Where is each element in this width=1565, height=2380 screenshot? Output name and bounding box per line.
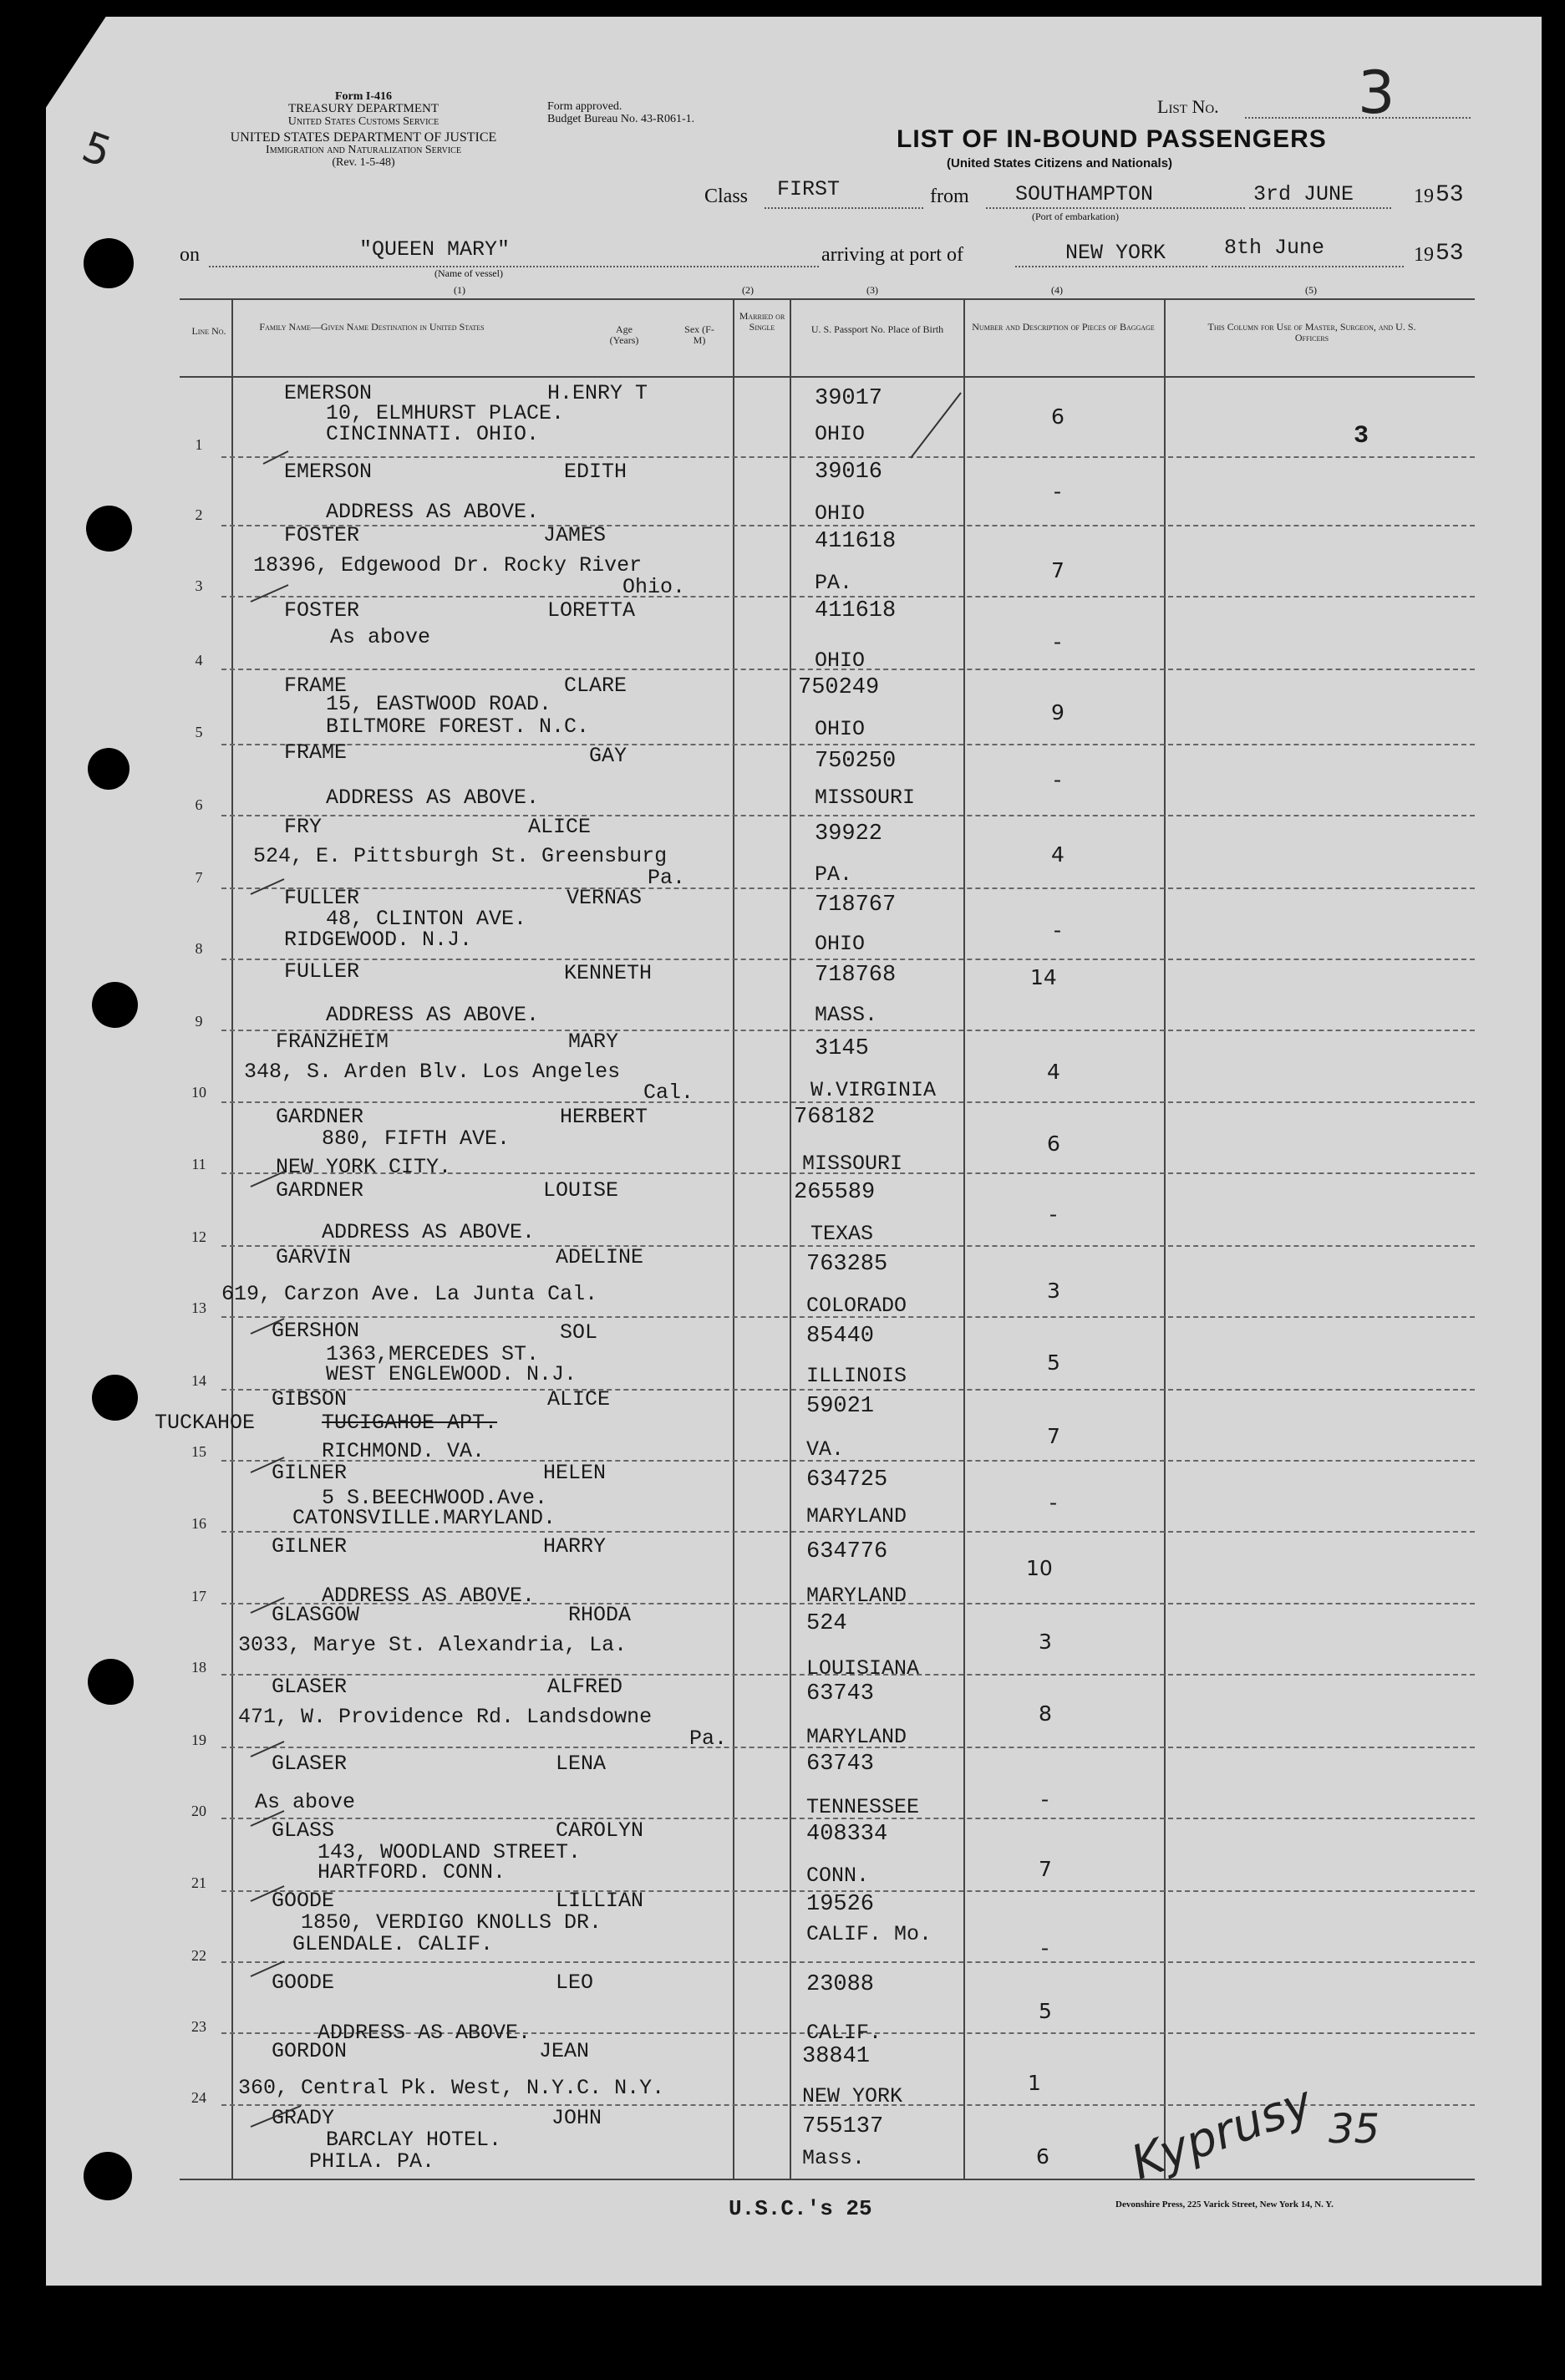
line-number: 15 — [191, 1443, 206, 1460]
address-line-1: 360, Central Pk. West, N.Y.C. N.Y. — [238, 2076, 665, 2100]
family-name: GARDNER — [276, 1178, 364, 1203]
family-name: FRY — [284, 815, 323, 839]
year-prefix-2: 19 — [1414, 244, 1434, 266]
line-number: 9 — [195, 1013, 203, 1030]
line-number: 10 — [191, 1084, 206, 1101]
row-separator — [221, 887, 1475, 889]
line-number: 17 — [191, 1588, 206, 1604]
line-number: 5 — [195, 724, 203, 740]
given-name: LILLIAN — [556, 1889, 644, 1913]
address-line-2: Pa. — [648, 866, 686, 890]
family-name: EMERSON — [284, 381, 373, 405]
passport-no: 39922 — [815, 821, 883, 847]
from-port: SOUTHAMPTON — [1015, 182, 1154, 206]
place-of-birth: OHIO — [815, 501, 866, 526]
given-name: KENNETH — [564, 961, 653, 985]
place-of-birth: TEXAS — [810, 1222, 874, 1246]
family-name: GERSHON — [272, 1319, 360, 1343]
given-name: LEO — [556, 1971, 594, 1995]
treasury-dept: TREASURY DEPARTMENT — [287, 102, 440, 115]
family-name: GLASS — [272, 1818, 335, 1843]
place-of-birth: CALIF. — [806, 2021, 882, 2045]
place-of-birth: CONN. — [806, 1864, 870, 1888]
form-title: LIST OF IN-BOUND PASSENGERS — [897, 125, 1327, 153]
given-name: RHODA — [568, 1603, 632, 1627]
table-top-border — [180, 298, 1475, 300]
passport-no: 38841 — [802, 2044, 871, 2069]
row-separator — [221, 959, 1475, 960]
place-of-birth: OHIO — [815, 932, 866, 956]
address-line-2: NEW YORK CITY. — [276, 1155, 452, 1179]
passport-no: 634725 — [806, 1467, 888, 1493]
baggage-count: - — [1047, 1203, 1060, 1228]
baggage-count: 5 — [1039, 1999, 1052, 2023]
punch-hole — [84, 238, 134, 288]
line-number: 2 — [195, 506, 203, 523]
given-name: ALFRED — [547, 1675, 623, 1699]
given-name: CLARE — [564, 674, 628, 698]
place-of-birth: CALIF. Mo. — [806, 1922, 932, 1946]
baggage-count: - — [1051, 919, 1065, 943]
class-label: Class — [704, 186, 749, 207]
passport-no: 411618 — [815, 598, 897, 623]
address-line-1: As above — [255, 1790, 356, 1814]
address-line-2: ADDRESS AS ABOVE. — [322, 1220, 536, 1244]
col-head-sex: Sex (F-M) — [684, 323, 714, 346]
col-num-5: (5) — [1305, 284, 1317, 296]
family-name: FRAME — [284, 674, 348, 698]
address-line-1: 5 S.BEECHWOOD.Ave. — [322, 1486, 548, 1510]
punch-hole — [88, 1659, 134, 1705]
revision: (Rev. 1-5-48) — [332, 156, 395, 169]
col-num-4: (4) — [1051, 284, 1063, 296]
customs-service: United States Customs Service — [287, 115, 440, 128]
form-subtitle: (United States Citizens and Nationals) — [947, 156, 1173, 170]
given-name: CAROLYN — [556, 1818, 644, 1843]
col-head-baggage: Number and Description of Pieces of Baggage — [972, 321, 1155, 333]
col-num-2: (2) — [742, 284, 754, 296]
row-separator — [221, 596, 1475, 598]
col-border-line-no — [231, 298, 233, 2179]
passport-no: 85440 — [806, 1324, 875, 1349]
given-name: HERBERT — [560, 1105, 648, 1129]
passport-no: 763285 — [806, 1252, 888, 1277]
family-name: GOODE — [272, 1889, 335, 1913]
arrival-date-line — [1212, 266, 1404, 267]
given-name: MARY — [568, 1030, 619, 1054]
arrival-port-line — [1015, 266, 1207, 267]
address-line-2: WEST ENGLEWOOD. N.J. — [326, 1362, 577, 1386]
family-name: FOSTER — [284, 598, 360, 623]
passport-no: 634776 — [806, 1539, 888, 1564]
given-name: JOHN — [551, 2106, 602, 2130]
baggage-count: 9 — [1051, 700, 1065, 725]
line-number: 8 — [195, 940, 203, 957]
table-header-border — [180, 376, 1475, 378]
line-number: 19 — [191, 1732, 206, 1748]
place-of-birth: TENNESSEE — [806, 1795, 920, 1819]
ins-service: Immigration and Naturalization Service — [266, 144, 461, 156]
family-name: GORDON — [272, 2039, 348, 2063]
family-name: FRAME — [284, 740, 348, 765]
address-line-2: ADDRESS AS ABOVE. — [326, 500, 540, 524]
passport-no: 408334 — [806, 1822, 888, 1847]
address-line-2: CINCINNATI. OHIO. — [326, 422, 540, 446]
passport-no: 63743 — [806, 1681, 875, 1706]
given-name: LORETTA — [547, 598, 636, 623]
baggage-count: 10 — [1026, 1556, 1053, 1580]
address-line-1: 18396, Edgewood Dr. Rocky River — [253, 553, 643, 577]
address-line-1: BARCLAY HOTEL. — [326, 2128, 502, 2152]
passport-no: 23088 — [806, 1972, 875, 1997]
punch-hole — [92, 1375, 138, 1421]
given-name: H.ENRY T — [547, 381, 648, 405]
usc-count: U.S.C.'s 25 — [729, 2196, 872, 2221]
baggage-count: 7 — [1051, 558, 1065, 582]
corner-mark: 5 — [76, 122, 118, 177]
passport-no: 718767 — [815, 892, 897, 918]
given-name: ALICE — [547, 1387, 611, 1411]
arrival-port: NEW YORK — [1065, 241, 1166, 265]
given-name: LOUISE — [543, 1178, 619, 1203]
given-name: JAMES — [543, 523, 607, 547]
row-separator — [221, 815, 1475, 816]
place-of-birth: MARYLAND — [806, 1504, 907, 1528]
address-line-1: 471, W. Providence Rd. Landsdowne — [238, 1705, 653, 1729]
baggage-count: 7 — [1047, 1424, 1060, 1448]
line-number: 16 — [191, 1515, 206, 1532]
address-line-2: ADDRESS AS ABOVE. — [326, 1003, 540, 1027]
arriving-label: arriving at port of — [821, 244, 963, 266]
address-line-1: TUCIGAHOE APT. — [322, 1411, 498, 1435]
address-line-1: 143, WOODLAND STREET. — [318, 1840, 582, 1864]
on-label: on — [180, 244, 200, 266]
col-border-passport — [963, 298, 965, 2179]
from-date-line — [1249, 207, 1391, 209]
from-label: from — [930, 186, 969, 207]
class-line — [765, 207, 923, 209]
line-number: 22 — [191, 1947, 206, 1964]
form-number: Form I-416 — [334, 90, 393, 103]
place-of-birth: Mass. — [802, 2146, 866, 2170]
baggage-count: - — [1051, 631, 1065, 655]
vessel-label: (Name of vessel) — [434, 267, 503, 279]
budget-bureau: Budget Bureau No. 43-R061-1. — [547, 113, 695, 125]
baggage-count: - — [1039, 1788, 1052, 1813]
place-of-birth: OHIO — [815, 717, 866, 741]
baggage-count: 7 — [1039, 1857, 1052, 1881]
line-number: 7 — [195, 869, 203, 886]
address-line-2: RIDGEWOOD. N.J. — [284, 928, 473, 952]
baggage-count: - — [1039, 1937, 1052, 1961]
line-number: 14 — [191, 1372, 206, 1389]
address-line-1: 619, Carzon Ave. La Junta Cal. — [221, 1282, 598, 1306]
table-bottom-border — [180, 2179, 1475, 2180]
justice-dept: UNITED STATES DEPARTMENT OF JUSTICE — [230, 130, 497, 145]
given-name: EDITH — [564, 460, 628, 484]
from-date: 3rd JUNE — [1253, 182, 1354, 206]
address-line-2: BILTMORE FOREST. N.C. — [326, 715, 590, 739]
baggage-count: 3 — [1039, 1630, 1052, 1654]
family-name: FULLER — [284, 959, 360, 984]
address-line-2: ADDRESS AS ABOVE. — [322, 1584, 536, 1608]
margin-correction: TUCKAHOE — [155, 1411, 256, 1435]
family-name: GIBSON — [272, 1387, 348, 1411]
passport-no: 755137 — [802, 2114, 884, 2139]
punch-hole — [92, 982, 138, 1028]
line-number: 12 — [191, 1228, 206, 1245]
place-of-birth: OHIO — [815, 648, 866, 673]
place-of-birth: PA. — [815, 571, 853, 595]
baggage-count: 4 — [1051, 842, 1065, 867]
place-of-birth: VA. — [806, 1437, 845, 1462]
line-number: 6 — [195, 796, 203, 813]
from-line — [986, 207, 1245, 209]
year-suffix-2: 53 — [1435, 241, 1464, 267]
col-border-married — [790, 298, 791, 2179]
baggage-count: - — [1051, 769, 1065, 793]
row-separator — [221, 456, 1475, 458]
family-name: GARDNER — [276, 1105, 364, 1129]
signature-numbers: 35 — [1329, 2106, 1380, 2153]
passport-no: 39017 — [815, 386, 883, 411]
address-line-2: RICHMOND. VA. — [322, 1439, 485, 1463]
passport-no: 39016 — [815, 460, 883, 485]
address-line-1: 15, EASTWOOD ROAD. — [326, 692, 552, 716]
place-of-birth: MISSOURI — [815, 786, 916, 810]
line-number: 11 — [191, 1156, 206, 1172]
baggage-count: 6 — [1051, 404, 1065, 429]
given-name: ALICE — [528, 815, 592, 839]
year-prefix-1: 19 — [1414, 186, 1434, 207]
place-of-birth: MARYLAND — [806, 1584, 907, 1608]
address-line-1: 1363,MERCEDES ST. — [326, 1342, 540, 1366]
place-of-birth: NEW YORK — [802, 2084, 903, 2108]
family-name: FOSTER — [284, 523, 360, 547]
line-number: 18 — [191, 1659, 206, 1676]
baggage-count: 4 — [1047, 1060, 1060, 1084]
address-line-2: GLENDALE. CALIF. — [292, 1932, 494, 1956]
given-name: HELEN — [543, 1461, 607, 1485]
list-no-label: List No. — [1157, 96, 1219, 117]
row-separator — [221, 744, 1475, 745]
approval-block — [547, 100, 694, 125]
col-head-name: Family Name—Given Name Destination in United States — [259, 321, 485, 333]
baggage-count: - — [1047, 1492, 1060, 1516]
given-name: LENA — [556, 1752, 607, 1776]
passport-no: 411618 — [815, 529, 897, 554]
printer-credit: Devonshire Press, 225 Varick Street, New York 14, N. Y. — [1115, 2199, 1334, 2210]
family-name: GILNER — [272, 1461, 348, 1485]
place-of-birth: W.VIRGINIA — [810, 1078, 937, 1102]
address-line-1: 1850, VERDIGO KNOLLS DR. — [301, 1910, 602, 1935]
line-number: 1 — [195, 436, 203, 453]
baggage-count: 8 — [1039, 1701, 1052, 1726]
address-line-2: CATONSVILLE.MARYLAND. — [292, 1506, 556, 1530]
family-name: GLASER — [272, 1752, 348, 1776]
given-name: GAY — [589, 744, 628, 768]
page-number-handwritten: 3 — [1358, 58, 1395, 127]
row-separator — [221, 1961, 1475, 1963]
passport-no: 768182 — [794, 1105, 876, 1130]
line-number: 13 — [191, 1299, 206, 1316]
address-line-1: 48, CLINTON AVE. — [326, 907, 527, 931]
class-value: FIRST — [777, 177, 841, 201]
col-num-1: (1) — [454, 284, 465, 296]
address-line-2: Cal. — [643, 1081, 694, 1105]
form-approved: Form approved. — [547, 100, 622, 113]
baggage-count: 14 — [1030, 965, 1057, 989]
col-head-line-no: Line No. — [191, 325, 226, 337]
line-number: 20 — [191, 1803, 206, 1819]
baggage-count: 6 — [1036, 2144, 1049, 2169]
passport-no: 59021 — [806, 1394, 875, 1419]
given-name: SOL — [560, 1320, 598, 1345]
line-number: 21 — [191, 1874, 206, 1891]
passport-no: 750250 — [815, 749, 897, 774]
officer-signature: Kyprusy — [1124, 2075, 1320, 2191]
given-name: JEAN — [539, 2039, 590, 2063]
punch-hole — [86, 506, 132, 552]
passport-no: 524 — [806, 1611, 847, 1636]
family-name: FULLER — [284, 886, 360, 910]
given-name: ADELINE — [556, 1245, 644, 1269]
list-no-line — [1245, 117, 1471, 119]
family-name: FRANZHEIM — [276, 1030, 389, 1054]
passport-no: 3145 — [815, 1036, 869, 1061]
row-separator — [221, 1030, 1475, 1031]
passport-no: 265589 — [794, 1180, 876, 1205]
passport-no: 19526 — [806, 1892, 875, 1917]
address-line-1: As above — [330, 625, 431, 649]
address-line-2: Pa. — [689, 1727, 728, 1751]
address-line-2: PHILA. PA. — [309, 2149, 435, 2174]
baggage-count: 5 — [1047, 1350, 1060, 1375]
address-line-1: 524, E. Pittsburgh St. Greensburg — [253, 844, 668, 868]
line-number: 24 — [191, 2089, 206, 2106]
family-name: EMERSON — [284, 460, 373, 484]
place-of-birth: ILLINOIS — [806, 1364, 907, 1388]
address-line-1: 3033, Marye St. Alexandria, La. — [238, 1633, 628, 1657]
baggage-count: 3 — [1047, 1279, 1060, 1303]
line-number: 4 — [195, 652, 203, 669]
col-head-married: Married or Single — [739, 310, 785, 333]
passport-no: 63743 — [806, 1752, 875, 1777]
arrival-date: 8th June — [1224, 236, 1325, 260]
place-of-birth: MARYLAND — [806, 1725, 907, 1749]
address-line-2: Ohio. — [622, 575, 686, 599]
port-embark-label: (Port of embarkation) — [1032, 211, 1119, 222]
place-of-birth: MISSOURI — [802, 1152, 903, 1176]
place-of-birth: COLORADO — [806, 1294, 907, 1318]
address-line-1: 348, S. Arden Blv. Los Angeles — [244, 1060, 621, 1084]
place-of-birth: MASS. — [815, 1003, 878, 1027]
col-head-officers: This Column for Use of Master, Surgeon, and U. S. Officers — [1207, 321, 1416, 343]
passport-no: 718768 — [815, 963, 897, 988]
punch-hole — [84, 2152, 132, 2200]
family-name: GLASGOW — [272, 1603, 360, 1627]
address-line-1: 10, ELMHURST PLACE. — [326, 401, 565, 425]
line-number: 3 — [195, 577, 203, 594]
address-line-2: ADDRESS AS ABOVE. — [326, 786, 540, 810]
vessel-line — [209, 266, 819, 267]
col-head-passport: U. S. Passport No. Place of Birth — [810, 323, 944, 335]
family-name: GILNER — [272, 1534, 348, 1559]
line-number: 23 — [191, 2018, 206, 2035]
address-line-2: HARTFORD. CONN. — [318, 1860, 506, 1884]
family-name: GARVIN — [276, 1245, 352, 1269]
col-border-baggage — [1164, 298, 1166, 2179]
row-separator — [221, 1389, 1475, 1391]
place-of-birth: LOUISIANA — [806, 1656, 920, 1681]
address-line-2: ADDRESS AS ABOVE. — [318, 2021, 531, 2045]
place-of-birth: PA. — [815, 862, 853, 887]
year-suffix-1: 53 — [1435, 182, 1464, 208]
baggage-count: 1 — [1028, 2071, 1041, 2095]
officer-note: 3 — [1354, 422, 1369, 450]
form-block — [180, 90, 547, 169]
given-name: VERNAS — [567, 886, 643, 910]
vessel-name: "QUEEN MARY" — [359, 237, 511, 262]
baggage-count: - — [1051, 481, 1065, 505]
col-num-3: (3) — [866, 284, 878, 296]
passport-no: 750249 — [798, 675, 880, 700]
baggage-count: 6 — [1047, 1132, 1060, 1156]
given-name: HARRY — [543, 1534, 607, 1559]
punch-hole — [88, 748, 130, 790]
address-line-1: 880, FIFTH AVE. — [322, 1126, 511, 1151]
family-name: GRADY — [272, 2106, 335, 2130]
col-head-age: Age (Years) — [609, 323, 639, 346]
family-name: GLASER — [272, 1675, 348, 1699]
family-name: GOODE — [272, 1971, 335, 1995]
row-separator — [221, 1531, 1475, 1533]
col-border-name — [733, 298, 734, 2179]
document-sheet — [46, 17, 1542, 2286]
place-of-birth: OHIO — [815, 422, 866, 446]
